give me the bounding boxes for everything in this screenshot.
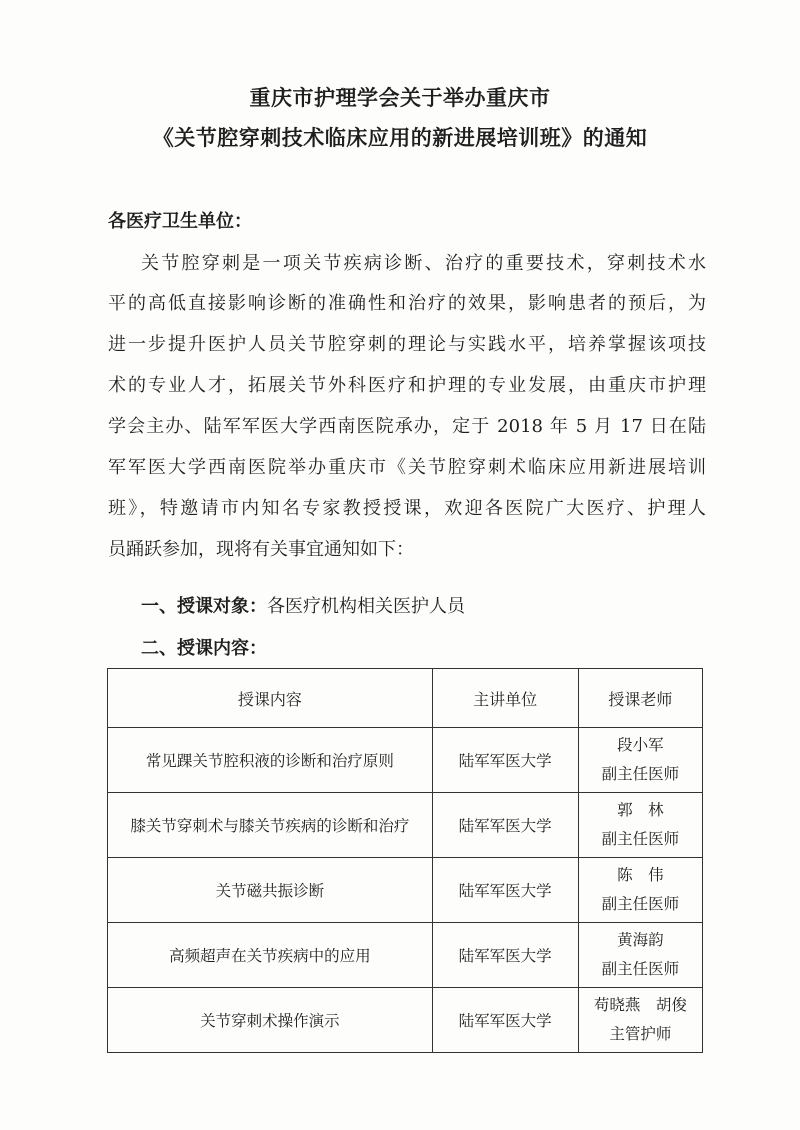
- body-line: 进一步提升医护人员关节腔穿刺的理论与实践水平，培养掌握该项技: [108, 334, 706, 355]
- cell-topic: 膝关节穿刺术与膝关节疾病的诊断和治疗: [108, 793, 433, 858]
- salutation: 各医疗卫生单位：: [108, 211, 252, 232]
- teacher-name: 郭 林: [617, 801, 664, 819]
- body-line: 平的高低直接影响诊断的准确性和治疗的效果，影响患者的预后，为: [108, 293, 706, 314]
- cell-teacher: [578, 988, 702, 1053]
- header-topic: 授课内容: [108, 669, 433, 728]
- section-audience: [141, 592, 465, 622]
- section-content: [141, 634, 267, 664]
- cell-teacher: [578, 728, 702, 793]
- cell-topic: 关节穿刺术操作演示: [108, 988, 433, 1053]
- body-line: 员踊跃参加，现将有关事宜通知如下：: [108, 539, 414, 560]
- table-row: [108, 793, 703, 858]
- cell-unit: 陆军军医大学: [432, 728, 578, 793]
- cell-topic: 关节磁共振诊断: [108, 858, 433, 923]
- cell-teacher: [578, 923, 702, 988]
- body-line: 军军医大学西南医院举办重庆市《关节腔穿刺术临床应用新进展培训: [108, 457, 706, 478]
- header-unit: 主讲单位: [432, 669, 578, 728]
- teacher-title: 副主任医师: [601, 765, 680, 783]
- table-row: [108, 728, 703, 793]
- body-line: 术的专业人才，拓展关节外科医疗和护理的专业发展，由重庆市护理: [108, 375, 706, 396]
- notice-title-line-1: 重庆市护理学会关于举办重庆市: [249, 85, 551, 110]
- teacher-title: 副主任医师: [601, 960, 680, 978]
- body-line: 学会主办、陆军军医大学西南医院承办，定于 2018 年 5 月 17 日在陆: [108, 416, 706, 437]
- teacher-title: 主管护师: [609, 1025, 672, 1043]
- table-row: [108, 923, 703, 988]
- section-content-label: 二、授课内容：: [141, 638, 267, 659]
- cell-topic: 高频超声在关节疾病中的应用: [108, 923, 433, 988]
- section-audience-value: 各医疗机构相关医护人员: [267, 596, 465, 617]
- section-audience-label: 一、授课对象：: [141, 596, 267, 617]
- cell-teacher: [578, 858, 702, 923]
- course-table: [107, 668, 703, 1053]
- table-row: [108, 858, 703, 923]
- teacher-name: 段小军: [617, 736, 664, 754]
- cell-unit: 陆军军医大学: [432, 988, 578, 1053]
- table-row: [108, 988, 703, 1053]
- body-line: 班》，特邀请市内知名专家教授授课，欢迎各医院广大医疗、护理人: [108, 498, 706, 519]
- cell-topic: 常见踝关节腔积液的诊断和治疗原则: [108, 728, 433, 793]
- cell-teacher: [578, 793, 702, 858]
- body-line: 关节腔穿刺是一项关节疾病诊断、治疗的重要技术，穿刺技术水: [141, 253, 706, 274]
- table-header-row: [108, 669, 703, 728]
- teacher-name: 苟晓燕 胡俊: [593, 996, 687, 1014]
- teacher-title: 副主任医师: [601, 830, 680, 848]
- notice-title-line-2: 《关节腔穿刺技术临床应用的新进展培训班》的通知: [152, 125, 648, 150]
- cell-unit: 陆军军医大学: [432, 923, 578, 988]
- teacher-name: 黄海韵: [617, 931, 664, 949]
- teacher-title: 副主任医师: [601, 895, 680, 913]
- cell-unit: 陆军军医大学: [432, 858, 578, 923]
- cell-unit: 陆军军医大学: [432, 793, 578, 858]
- teacher-name: 陈 伟: [617, 866, 664, 884]
- header-teacher: 授课老师: [578, 669, 702, 728]
